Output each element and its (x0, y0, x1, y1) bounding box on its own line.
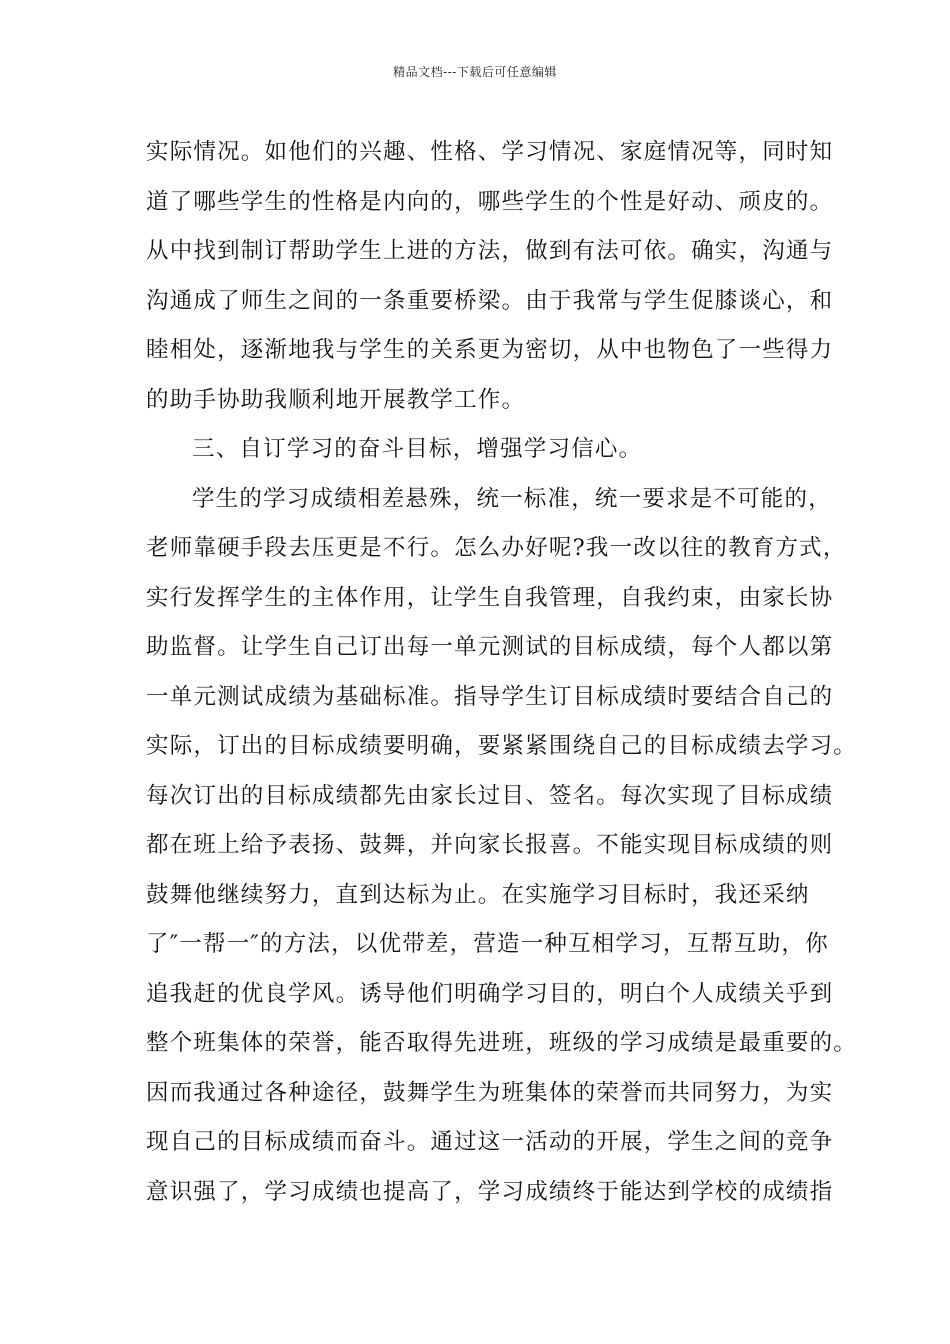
text-line: 一单元测试成绩为基础标准。指导学生订目标成绩时要结合自己的 (146, 683, 834, 710)
text-line: 睦相处，逐渐地我与学生的关系更为密切，从中也物色了一些得力 (146, 337, 834, 363)
text-line: 每次订出的目标成绩都先由家长过目、签名。每次实现了目标成绩 (146, 782, 834, 809)
text-line: 学生的学习成绩相差悬殊，统一标准，统一要求是不可能的， (192, 485, 832, 512)
text-line: 从中找到制订帮助学生上进的方法，做到有法可依。确实，沟通与 (146, 238, 834, 264)
text-line: 鼓舞他继续努力，直到达标为止。在实施学习目标时，我还采纳 (146, 881, 810, 908)
text-line: 意识强了，学习成绩也提高了，学习成绩终于能达到学校的成绩指 (146, 1178, 834, 1205)
text-line: 沟通成了师生之间的一条重要桥梁。由于我常与学生促膝谈心，和 (146, 287, 834, 314)
text-line: 现自己的目标成绩而奋斗。通过这一活动的开展，学生之间的竞争 (146, 1129, 834, 1155)
text-line: 老师靠硬手段去压更是不行。怎么办好呢?我一改以往的教育方式， (146, 535, 847, 561)
text-line: 的助手协助我顺利地开展教学工作。 (146, 386, 526, 413)
text-line: 实际，订出的目标成绩要明确，要紧紧围绕自己的目标成绩去学习。 (146, 733, 858, 759)
text-line: 都在班上给予表扬、鼓舞，并向家长报喜。不能实现目标成绩的则 (146, 832, 834, 858)
body-text (146, 132, 858, 1221)
text-line: 了″一帮一″的方法，以优带差，营造一种互相学习，互帮互助，你 (146, 931, 829, 957)
page-header: 精品文档---下载后可任意编辑 (393, 65, 557, 79)
text-line: 追我赶的优良学风。诱导他们明确学习目的，明白个人成绩关乎到 (146, 980, 834, 1007)
text-line: 道了哪些学生的性格是内向的，哪些学生的个性是好动、顽皮的。 (146, 188, 834, 215)
text-line: 助监督。让学生自己订出每一单元测试的目标成绩，每个人都以第 (146, 634, 834, 660)
text-line: 整个班集体的荣誉，能否取得先进班，班级的学习成绩是最重要的。 (146, 1030, 858, 1056)
text-line: 实行发挥学生的主体作用，让学生自我管理，自我约束，由家长协 (146, 584, 834, 611)
text-line: 因而我通过各种途径，鼓舞学生为班集体的荣誉而共同努力，为实 (146, 1079, 834, 1106)
text-line: 三、自订学习的奋斗目标，增强学习信心。 (192, 436, 643, 462)
text-line: 实际情况。如他们的兴趣、性格、学习情况、家庭情况等，同时知 (146, 139, 834, 165)
